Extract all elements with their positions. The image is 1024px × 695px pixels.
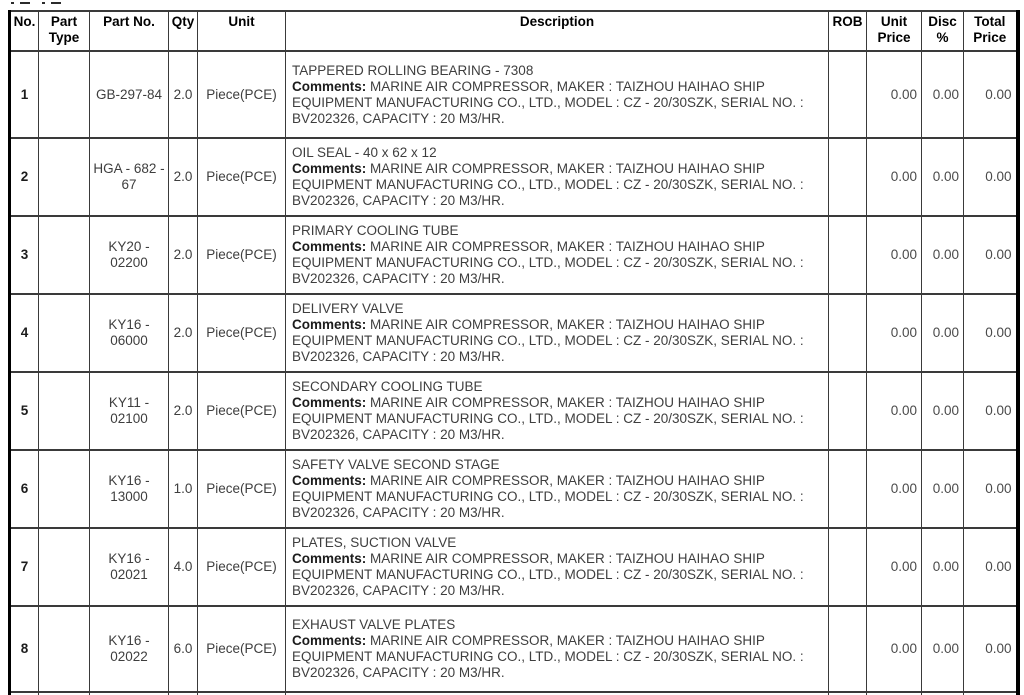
cell-unit: Piece(PCE) bbox=[198, 372, 286, 450]
cell-no: 8 bbox=[10, 606, 39, 692]
description-title: SECONDARY COOLING TUBE bbox=[292, 379, 483, 394]
cell-qty: 6.0 bbox=[169, 606, 198, 692]
description-comments: Comments: MARINE AIR COMPRESSOR, MAKER : TAIZHOU HAIHAO SHIP EQUIPMENT MANUFACTURING CO., LTD., MODEL : CZ - 20/30SZK, SERIAL NO. : BV202326, CAPACITY : 20 M3/HR. bbox=[292, 78, 804, 126]
cell-unit-price: 0.00 bbox=[867, 216, 922, 294]
col-header-disc: Disc % bbox=[922, 11, 964, 51]
cell-description bbox=[286, 372, 829, 450]
cell-unit: Piece(PCE) bbox=[198, 606, 286, 692]
cell-description bbox=[286, 138, 829, 216]
cell-total-price: 0.00 bbox=[964, 51, 1018, 138]
cell-description bbox=[286, 528, 829, 606]
parts-table bbox=[8, 10, 1020, 695]
cell-disc-percent: 0.00 bbox=[922, 606, 964, 692]
cell-no: 3 bbox=[10, 216, 39, 294]
cell-part-type bbox=[39, 294, 90, 372]
cell-qty: 2.0 bbox=[169, 216, 198, 294]
description-comments: Comments: MARINE AIR COMPRESSOR, MAKER : TAIZHOU HAIHAO SHIP EQUIPMENT MANUFACTURING CO., LTD., MODEL : CZ - 20/30SZK, SERIAL NO. : BV202326, CAPACITY : 20 M3/HR. bbox=[292, 317, 804, 364]
description-comments: Comments: MARINE AIR COMPRESSOR, MAKER : TAIZHOU HAIHAO SHIP EQUIPMENT MANUFACTURING CO., LTD., MODEL : CZ - 20/30SZK, SERIAL NO. : BV202326, CAPACITY : 20 M3/HR. bbox=[292, 161, 804, 208]
table-row bbox=[10, 450, 1018, 528]
cell-no: 5 bbox=[10, 372, 39, 450]
cell-unit-price: 0.00 bbox=[867, 606, 922, 692]
cell-description bbox=[286, 450, 829, 528]
table-row bbox=[10, 138, 1018, 216]
cell-total-price: 0.00 bbox=[964, 606, 1018, 692]
col-header-unit: Unit bbox=[198, 11, 286, 51]
cell-part-type bbox=[39, 528, 90, 606]
col-header-part-type: Part Type bbox=[39, 11, 90, 51]
comments-label: Comments: bbox=[292, 317, 367, 332]
col-header-unit-price: Unit Price bbox=[867, 11, 922, 51]
cell-description bbox=[286, 606, 829, 692]
cell-unit: Piece(PCE) bbox=[198, 51, 286, 138]
comments-label: Comments: bbox=[292, 239, 367, 254]
description-comments: Comments: MARINE AIR COMPRESSOR, MAKER : TAIZHOU HAIHAO SHIP EQUIPMENT MANUFACTURING CO., LTD., MODEL : CZ - 20/30SZK, SERIAL NO. : BV202326, CAPACITY : 20 M3/HR. bbox=[292, 239, 804, 286]
cell-disc-percent: 0.00 bbox=[922, 138, 964, 216]
cell-part-type bbox=[39, 372, 90, 450]
cell-unit-price: 0.00 bbox=[867, 51, 922, 138]
description-title: PRIMARY COOLING TUBE bbox=[292, 223, 459, 238]
description-comments: Comments: MARINE AIR COMPRESSOR, MAKER : TAIZHOU HAIHAO SHIP EQUIPMENT MANUFACTURING CO., LTD., MODEL : CZ - 20/30SZK, SERIAL NO. : BV202326, CAPACITY : 20 M3/HR. bbox=[292, 473, 804, 520]
cell-qty: 4.0 bbox=[169, 528, 198, 606]
description-title: EXHAUST VALVE PLATES bbox=[292, 617, 456, 632]
col-header-part-no: Part No. bbox=[90, 11, 169, 51]
cell-total-price: 0.00 bbox=[964, 372, 1018, 450]
cell-rob bbox=[829, 138, 867, 216]
cell-unit-price: 0.00 bbox=[867, 528, 922, 606]
cropped-text-artifact bbox=[11, 1, 73, 4]
cell-unit: Piece(PCE) bbox=[198, 138, 286, 216]
col-header-rob: ROB bbox=[829, 11, 867, 51]
cell-description bbox=[286, 216, 829, 294]
table-row bbox=[10, 606, 1018, 692]
table-row bbox=[10, 528, 1018, 606]
description-comments: Comments: MARINE AIR COMPRESSOR, MAKER : TAIZHOU HAIHAO SHIP EQUIPMENT MANUFACTURING CO., LTD., MODEL : CZ - 20/30SZK, SERIAL NO. : BV202326, CAPACITY : 20 M3/HR. bbox=[292, 633, 804, 680]
cell-rob bbox=[829, 372, 867, 450]
cell-part-no: KY11 - 02100 bbox=[90, 372, 169, 450]
cell-rob bbox=[829, 294, 867, 372]
cell-unit: Piece(PCE) bbox=[198, 528, 286, 606]
cell-part-type bbox=[39, 138, 90, 216]
cell-unit: Piece(PCE) bbox=[198, 216, 286, 294]
description-title: OIL SEAL - 40 x 62 x 12 bbox=[292, 145, 437, 160]
cell-qty: 2.0 bbox=[169, 138, 198, 216]
cell-part-no: KY16 - 06000 bbox=[90, 294, 169, 372]
cell-total-price: 0.00 bbox=[964, 450, 1018, 528]
cell-description bbox=[286, 51, 829, 138]
table-row bbox=[10, 51, 1018, 138]
description-title: SAFETY VALVE SECOND STAGE bbox=[292, 457, 500, 472]
cell-no: 2 bbox=[10, 138, 39, 216]
cell-description bbox=[286, 294, 829, 372]
cell-part-no: KY16 - 02021 bbox=[90, 528, 169, 606]
cell-unit: Piece(PCE) bbox=[198, 450, 286, 528]
cell-unit-price: 0.00 bbox=[867, 372, 922, 450]
cell-rob bbox=[829, 450, 867, 528]
cell-unit-price: 0.00 bbox=[867, 294, 922, 372]
cell-total-price: 0.00 bbox=[964, 216, 1018, 294]
table-row bbox=[10, 216, 1018, 294]
col-header-total-price: Total Price bbox=[964, 11, 1018, 51]
cell-unit: Piece(PCE) bbox=[198, 294, 286, 372]
comments-label: Comments: bbox=[292, 633, 367, 648]
cell-disc-percent: 0.00 bbox=[922, 528, 964, 606]
cell-part-no: HGA - 682 - 67 bbox=[90, 138, 169, 216]
cell-disc-percent: 0.00 bbox=[922, 372, 964, 450]
cell-disc-percent: 0.00 bbox=[922, 294, 964, 372]
description-title: PLATES, SUCTION VALVE bbox=[292, 535, 457, 550]
description-comments: Comments: MARINE AIR COMPRESSOR, MAKER : TAIZHOU HAIHAO SHIP EQUIPMENT MANUFACTURING CO., LTD., MODEL : CZ - 20/30SZK, SERIAL NO. : BV202326, CAPACITY : 20 M3/HR. bbox=[292, 395, 804, 442]
cell-part-no: KY20 - 02200 bbox=[90, 216, 169, 294]
cell-disc-percent: 0.00 bbox=[922, 216, 964, 294]
cell-qty: 2.0 bbox=[169, 294, 198, 372]
cell-rob bbox=[829, 606, 867, 692]
cell-part-type bbox=[39, 450, 90, 528]
table-row bbox=[10, 294, 1018, 372]
cell-disc-percent: 0.00 bbox=[922, 51, 964, 138]
cell-unit-price: 0.00 bbox=[867, 450, 922, 528]
cell-no: 7 bbox=[10, 528, 39, 606]
comments-label: Comments: bbox=[292, 78, 367, 94]
cell-qty: 1.0 bbox=[169, 450, 198, 528]
cell-no: 1 bbox=[10, 51, 39, 138]
cell-part-type bbox=[39, 51, 90, 138]
comments-label: Comments: bbox=[292, 473, 367, 488]
col-header-description: Description bbox=[286, 11, 829, 51]
cell-total-price: 0.00 bbox=[964, 528, 1018, 606]
cell-qty: 2.0 bbox=[169, 51, 198, 138]
cell-part-type bbox=[39, 216, 90, 294]
table-row bbox=[10, 372, 1018, 450]
cell-part-type bbox=[39, 606, 90, 692]
col-header-no: No. bbox=[10, 11, 39, 51]
description-comments: Comments: MARINE AIR COMPRESSOR, MAKER : TAIZHOU HAIHAO SHIP EQUIPMENT MANUFACTURING CO., LTD., MODEL : CZ - 20/30SZK, SERIAL NO. : BV202326, CAPACITY : 20 M3/HR. bbox=[292, 551, 804, 598]
cell-qty: 2.0 bbox=[169, 372, 198, 450]
comments-label: Comments: bbox=[292, 551, 367, 566]
cell-part-no: GB-297-84 bbox=[90, 51, 169, 138]
cell-total-price: 0.00 bbox=[964, 294, 1018, 372]
comments-label: Comments: bbox=[292, 161, 367, 176]
cell-disc-percent: 0.00 bbox=[922, 450, 964, 528]
col-header-qty: Qty bbox=[169, 11, 198, 51]
cell-part-no: KY16 - 02022 bbox=[90, 606, 169, 692]
cell-no: 6 bbox=[10, 450, 39, 528]
cell-rob bbox=[829, 528, 867, 606]
cell-part-no: KY16 - 13000 bbox=[90, 450, 169, 528]
description-title: DELIVERY VALVE bbox=[292, 301, 404, 316]
cell-total-price: 0.00 bbox=[964, 138, 1018, 216]
cell-no: 4 bbox=[10, 294, 39, 372]
cell-unit-price: 0.00 bbox=[867, 138, 922, 216]
cell-rob bbox=[829, 51, 867, 138]
description-title: TAPPERED ROLLING BEARING - 7308 bbox=[292, 62, 534, 78]
header-row bbox=[10, 11, 1018, 51]
comments-label: Comments: bbox=[292, 395, 367, 410]
cell-rob bbox=[829, 216, 867, 294]
